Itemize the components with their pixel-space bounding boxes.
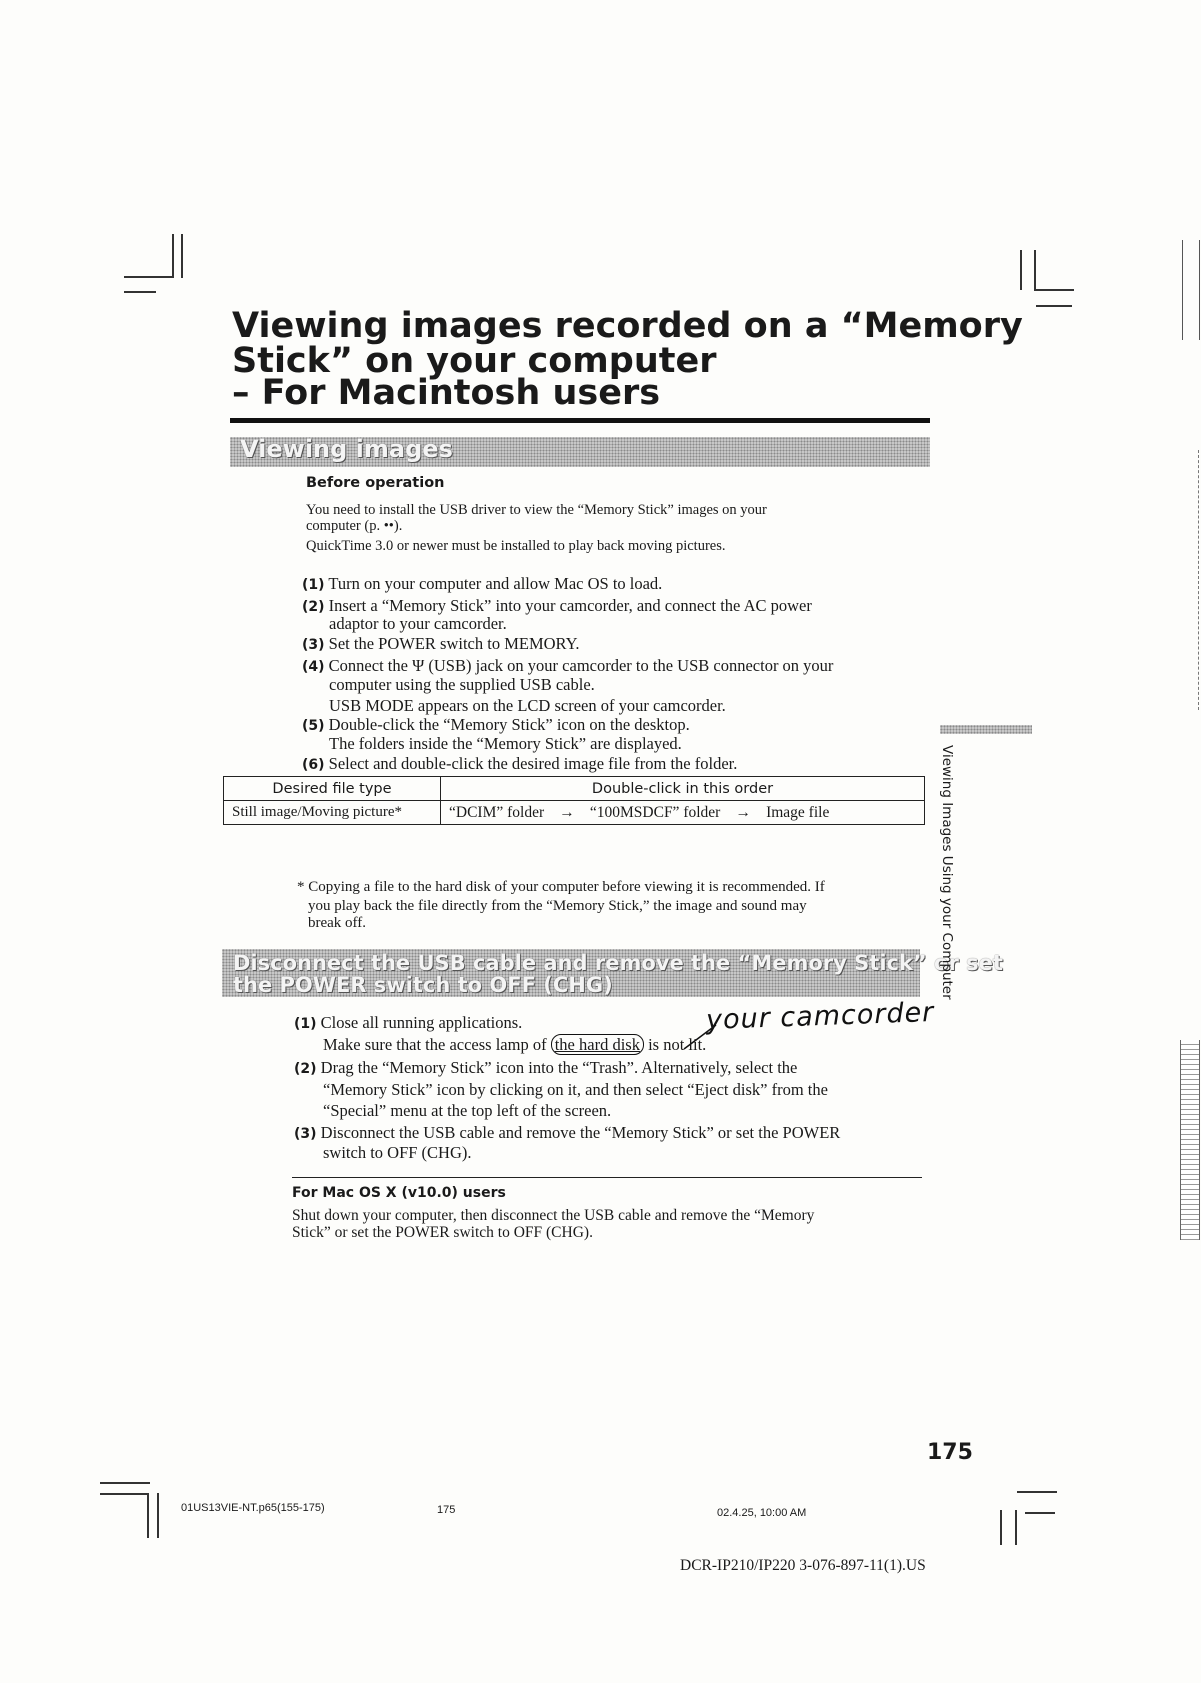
section-heading-viewing-images: Viewing images [240,435,453,463]
sequence-step: “DCIM” folder [449,803,545,821]
crop-mark [147,1493,149,1538]
crop-mark [1020,250,1022,290]
crop-mark [100,1493,148,1495]
edge-ticks [1182,240,1200,340]
page-title-line-2: Stick” on your computer [232,341,717,381]
step-4 [302,656,833,677]
side-chapter-label: Viewing Images Using your Computer [939,745,955,1000]
step-text-cont: USB MODE appears on the LCD screen of your camcorder. [329,696,726,715]
step-text-cont: switch to OFF (CHG). [323,1143,472,1162]
edge-ticks [1180,1040,1200,1240]
section-heading-disconnect: the POWER switch to OFF (CHG) [233,973,613,997]
step-text-cont: The folders inside the “Memory Stick” are displayed. [329,734,682,753]
footnote: break off. [308,915,367,931]
sequence-step: Image file [766,803,830,821]
step-number: (2) [302,599,325,615]
step-number: (1) [294,1016,317,1032]
table-header: Desired file type [224,777,441,801]
step-3 [302,634,580,655]
table-header-row [224,777,925,801]
macosx-text: Stick” or set the POWER switch to OFF (CHG). [292,1224,593,1241]
crop-mark [1025,1512,1055,1514]
file-type-table [223,776,925,825]
page-title-line-3: – For Macintosh users [232,373,661,413]
crop-mark [1000,1510,1002,1545]
side-tab [940,725,1032,734]
arrow-icon: → [559,803,575,821]
macosx-label: For Mac OS X (v10.0) users [292,1185,506,1201]
step-text-cont: “Memory Stick” icon by clicking on it, and then select “Eject disk” from the [323,1080,828,1099]
step-text: Connect the Ψ (USB) jack on your camcorder to the USB connector on your [328,656,834,675]
handwritten-annotation: your camcorder [705,997,935,1036]
step-text: Double-click the “Memory Stick” icon on the desktop. [328,715,690,734]
crop-mark [1034,289,1074,291]
crop-mark [1034,250,1036,290]
step-number: (2) [294,1061,317,1077]
footer-model-code: DCR-IP210/IP220 3-076-897-11(1).US [680,1557,926,1574]
crop-mark [157,1493,159,1538]
step-3 [294,1123,840,1144]
title-rule [230,418,930,423]
circled-text: the hard disk [551,1034,644,1055]
footnote: * Copying a file to the hard disk of your computer before viewing it is recommended. If [297,879,825,895]
step-number: (6) [302,757,325,773]
step-text: Close all running applications. [320,1013,523,1032]
sequence-step: “100MSDCF” folder [589,803,721,821]
step-text: Drag the “Memory Stick” icon into the “Trash”. Alternatively, select the [320,1058,798,1077]
step-1 [294,1013,522,1034]
step-text: is not lit. [643,1035,707,1054]
footer-filename: 01US13VIE-NT.p65(155-175) [181,1502,325,1514]
crop-mark [1036,305,1072,307]
step-number: (3) [302,637,325,653]
step-2 [294,1058,797,1079]
step-text: Disconnect the USB cable and remove the “Memory Stick” or set the POWER [320,1123,841,1142]
table-row [224,801,925,825]
step-number: (1) [302,577,325,593]
step-text-cont: adaptor to your camcorder. [329,614,507,633]
note-rule [292,1177,922,1178]
step-text-cont: “Special” menu at the top left of the screen. [323,1101,612,1120]
step-number: (4) [302,659,325,675]
step-text: Make sure that the access lamp of [323,1035,551,1054]
before-operation-label: Before operation [306,475,445,491]
crop-mark [172,234,174,278]
step-text: Turn on your computer and allow Mac OS to load. [328,574,663,593]
crop-mark [1015,1510,1017,1545]
table-header: Double-click in this order [441,777,925,801]
step-text-cont [323,1035,706,1054]
footnote: you play back the file directly from the “Memory Stick,” the image and sound may [308,898,807,914]
step-text: Insert a “Memory Stick” into your camcorder, and connect the AC power [328,596,812,615]
crop-mark [124,291,156,293]
step-text: Set the POWER switch to MEMORY. [328,634,580,653]
crop-mark [181,234,183,278]
macosx-text: Shut down your computer, then disconnect the USB cable and remove the “Memory [292,1207,815,1224]
step-text: Select and double-click the desired image file from the folder. [328,754,738,773]
table-cell-type: Still image/Moving picture* [224,801,441,825]
step-text-cont: computer using the supplied USB cable. [329,675,595,694]
arrow-icon: → [735,803,751,821]
step-5 [302,715,690,736]
step-6 [302,754,737,775]
step-number: (3) [294,1126,317,1142]
before-operation-text: You need to install the USB driver to view the “Memory Stick” images on your [306,502,767,518]
footer-page: 175 [437,1504,456,1516]
table-cell-sequence [441,801,925,825]
before-operation-text: computer (p. ••). [306,518,403,534]
crop-mark [1017,1491,1057,1493]
section-heading-disconnect: Disconnect the USB cable and remove the “Memory Stick” or set [233,951,1003,975]
page-number: 175 [927,1440,973,1465]
crop-mark [124,276,174,278]
footer-date: 02.4.25, 10:00 AM [717,1507,807,1519]
edge-ticks [1186,450,1199,710]
step-number: (5) [302,718,325,734]
crop-mark [100,1482,150,1484]
step-1 [302,574,662,595]
page-title-line-1: Viewing images recorded on a “Memory [232,306,1023,346]
before-operation-text: QuickTime 3.0 or newer must be installed to play back moving pictures. [306,538,726,554]
